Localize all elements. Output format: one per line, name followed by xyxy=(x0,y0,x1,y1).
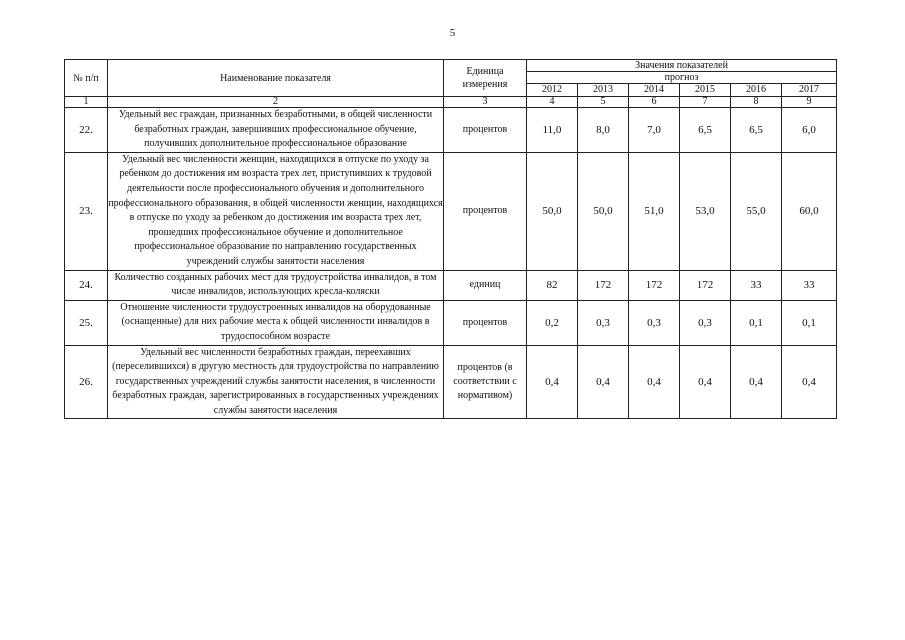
header-forecast: прогноз xyxy=(527,72,837,84)
column-number: 8 xyxy=(731,97,782,108)
header-year: 2012 xyxy=(527,84,578,97)
value-cell: 172 xyxy=(578,270,629,300)
header-col-name: Наименование показателя xyxy=(108,60,444,97)
header-year: 2015 xyxy=(680,84,731,97)
header-col-unit: Единица измерения xyxy=(444,60,527,97)
table-row xyxy=(65,270,837,300)
value-cell: 6,0 xyxy=(782,108,837,153)
value-cell: 0,4 xyxy=(731,345,782,419)
unit-cell: процентов xyxy=(444,108,527,153)
indicator-name: Удельный вес численности безработных граждан, переехавших (переселившихся) в другую местность для трудоустройства по направлению государственных учреждений службы занятости населения, в численности безработных граждан, зарегистрированных в государственных учреждениях службы занятости населения xyxy=(108,345,444,419)
value-cell: 172 xyxy=(629,270,680,300)
value-cell: 33 xyxy=(782,270,837,300)
value-cell: 0,1 xyxy=(731,300,782,345)
unit-cell: процентов (в соответствии с нормативом) xyxy=(444,345,527,419)
value-cell: 6,5 xyxy=(680,108,731,153)
row-number: 26. xyxy=(65,345,108,419)
column-number: 4 xyxy=(527,97,578,108)
value-cell: 55,0 xyxy=(731,152,782,270)
column-number: 1 xyxy=(65,97,108,108)
table-row xyxy=(65,345,837,419)
value-cell: 53,0 xyxy=(680,152,731,270)
unit-cell: процентов xyxy=(444,300,527,345)
value-cell: 0,4 xyxy=(680,345,731,419)
value-cell: 33 xyxy=(731,270,782,300)
table-row xyxy=(65,300,837,345)
value-cell: 60,0 xyxy=(782,152,837,270)
column-number: 7 xyxy=(680,97,731,108)
value-cell: 0,4 xyxy=(629,345,680,419)
indicator-name: Удельный вес граждан, признанных безработными, в общей численности безработных граждан, завершивших профессиональное обучение, получивших дополнительное профессиональное образование xyxy=(108,108,444,153)
table-row xyxy=(65,108,837,153)
indicators-table xyxy=(64,59,837,419)
value-cell: 7,0 xyxy=(629,108,680,153)
value-cell: 0,4 xyxy=(527,345,578,419)
value-cell: 0,2 xyxy=(527,300,578,345)
value-cell: 0,3 xyxy=(680,300,731,345)
header-year: 2017 xyxy=(782,84,837,97)
value-cell: 82 xyxy=(527,270,578,300)
value-cell: 11,0 xyxy=(527,108,578,153)
row-number: 25. xyxy=(65,300,108,345)
unit-cell: единиц xyxy=(444,270,527,300)
value-cell: 50,0 xyxy=(527,152,578,270)
value-cell: 0,3 xyxy=(629,300,680,345)
value-cell: 172 xyxy=(680,270,731,300)
column-number: 6 xyxy=(629,97,680,108)
value-cell: 51,0 xyxy=(629,152,680,270)
column-number: 3 xyxy=(444,97,527,108)
header-year: 2013 xyxy=(578,84,629,97)
page-number: 5 xyxy=(449,27,456,39)
indicator-name: Удельный вес численности женщин, находящихся в отпуске по уходу за ребенком до достижения им возраста трех лет, приступивших к трудовой деятельности после профессионального обучения и дополнительного профессионального образования, в общей численности женщин, находящихся в отпуске по уходу за ребенком до достижения им возраста трех лет, прошедших профессиональное обучение и дополнительное профессиональное образование по направлению государственных учреждений службы занятости населения xyxy=(108,152,444,270)
row-number: 22. xyxy=(65,108,108,153)
header-values: Значения показателей xyxy=(527,60,837,72)
value-cell: 0,3 xyxy=(578,300,629,345)
value-cell: 50,0 xyxy=(578,152,629,270)
column-number: 2 xyxy=(108,97,444,108)
header-col-no: № п/п xyxy=(65,60,108,97)
value-cell: 6,5 xyxy=(731,108,782,153)
value-cell: 0,4 xyxy=(782,345,837,419)
indicator-name: Количество созданных рабочих мест для трудоустройства инвалидов, в том числе инвалидов, использующих кресла-коляски xyxy=(108,270,444,300)
column-number: 5 xyxy=(578,97,629,108)
indicator-name: Отношение численности трудоустроенных инвалидов на оборудованные (оснащенные) для них рабочие места к общей численности инвалидов в трудоспособном возрасте xyxy=(108,300,444,345)
row-number: 24. xyxy=(65,270,108,300)
value-cell: 0,1 xyxy=(782,300,837,345)
table-row xyxy=(65,152,837,270)
header-year: 2016 xyxy=(731,84,782,97)
column-number: 9 xyxy=(782,97,837,108)
unit-cell: процентов xyxy=(444,152,527,270)
header-year: 2014 xyxy=(629,84,680,97)
value-cell: 0,4 xyxy=(578,345,629,419)
value-cell: 8,0 xyxy=(578,108,629,153)
row-number: 23. xyxy=(65,152,108,270)
